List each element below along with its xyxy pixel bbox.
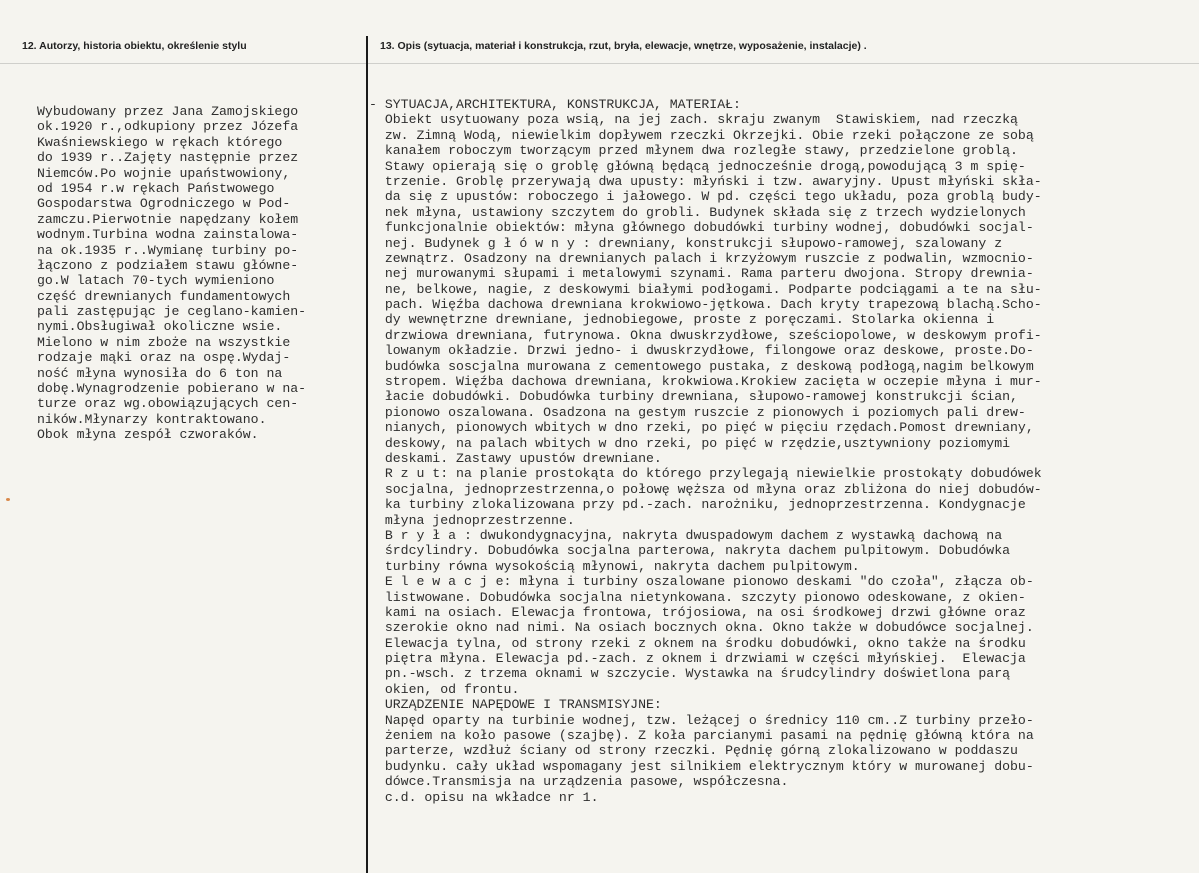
history-text-line: wodnym.Turbina wodna zainstalowa- xyxy=(37,227,299,243)
description-text-line: młyna jednoprzestrzenne. xyxy=(369,512,575,528)
description-text-line: dy wewnętrzne drewniane, jednobiegowe, proste z poręczami. Stolarka okienna i xyxy=(369,312,995,328)
description-text-line: budynku. cały układ wspomagany jest silnikiem elektrycznym który w murowanej dobu- xyxy=(369,758,1034,774)
description-text-line: szerokie okno nad nimi. Na osiach bocznych okna. Okno także w dobudówce socjalnej. xyxy=(369,620,1034,636)
history-text-line: na ok.1935 r..Wymianę turbiny po- xyxy=(37,242,299,258)
history-text-line: go.W latach 70-tych wymieniono xyxy=(37,273,275,289)
description-text-line: turbiny równa wysokością młynowi, nakryta dachem pulpitowym. xyxy=(369,558,860,574)
history-text-line: Mielono w nim zboże na wszystkie xyxy=(37,334,291,350)
description-text-line: nej murowanymi słupami i metalowymi szynami. Rama parteru dwojona. Stropy drewnia- xyxy=(369,266,1034,282)
description-text-line: URZĄDZENIE NAPĘDOWE I TRANSMISYJNE: xyxy=(369,697,662,713)
history-text-line: ok.1920 r.,odkupiony przez Józefa xyxy=(37,119,299,135)
history-text-line: zamczu.Pierwotnie napędzany kołem xyxy=(37,211,299,227)
history-text-line: część drewnianych fundamentowych xyxy=(37,288,291,304)
history-text-line: ników.Młynarzy kontraktowano. xyxy=(37,411,267,427)
description-text-line: lowanym okładzie. Drzwi jedno- i dwuskrzydłowe, filongowe oraz deskowe, proste.Do- xyxy=(369,343,1034,359)
description-text-line: dówce.Transmisja na urządzenia pasowe, współczesna. xyxy=(369,774,789,790)
history-text-line: Kwaśniewskiego w rękach którego xyxy=(37,134,283,150)
description-text-line: drzwiowa drewniana, futrynowa. Okna dwuskrzydłowe, sześciopolowe, w deskowym profi- xyxy=(369,327,1042,343)
description-text-line: funkcjonalnie obiektów: młyna głównego dobudówki turbiny wodnej, dobudówki socjal- xyxy=(369,220,1034,236)
description-text-line: nianych, pionowych wbitych w dno rzeki, po pięć w pięciu rzędach.Pomost drewniany, xyxy=(369,420,1034,436)
history-text-line: turze oraz wg.obowiązujących cen- xyxy=(37,396,299,412)
description-text-line: kanałem roboczym tworzącym przed młynem dwa rozległe stawy, przedzielone groblą. xyxy=(369,143,1018,159)
description-text-line: śrdcylindry. Dobudówka socjalna parterowa, nakryta dachem pulpitowym. Dobudówka xyxy=(369,543,1011,559)
history-text-line: Gospodarstwa Ogrodniczego w Pod- xyxy=(37,196,291,212)
description-text-line: c.d. opisu na wkładce nr 1. xyxy=(369,789,599,805)
history-text-line: ność młyna wynosiła do 6 ton na xyxy=(37,365,283,381)
description-text-line: E l e w a c j e: młyna i turbiny oszalowane pionowo deskami "do czoła", złącza ob- xyxy=(369,574,1034,590)
description-text-line: budówka soscjalna murowana z cementowego pustaka, z deskową podłogą,nagim belkowym xyxy=(369,358,1034,374)
description-text-line: Stawy opierają się o groblę główną będącą jednocześnie drogą,powodującą 3 m spię- xyxy=(369,158,1026,174)
description-text-line: pionowo oszalowana. Osadzona na gestym ruszcie z pionowych i poziomych pali drew- xyxy=(369,404,1026,420)
description-text-line: stropem. Więźba dachowa drewniana, krokwiowa.Krokiew zacięta w oczepie młyna i mur- xyxy=(369,374,1042,390)
description-text-line: deskowy, na palach wbitych w dno rzeki, po pięć w rzędzie,usztywniony poziomymi xyxy=(369,435,1011,451)
description-text-line: zewnątrz. Osadzony na drewnianych palach i krzyżowym ruszcie z podwalin, wzmocnio- xyxy=(369,250,1034,266)
description-text-line: R z u t: na planie prostokąta do którego przylegają niewielkie prostokąty dobudówek xyxy=(369,466,1042,482)
section-12-heading: 12. Autorzy, historia obiektu, określenie stylu xyxy=(22,40,247,52)
history-text-line: rodzaje mąki oraz na ospę.Wydaj- xyxy=(37,350,291,366)
description-text-line: ka turbiny zlokalizowana przy pd.-zach. narożniku, jednoprzestrzenna. Kondygnacje xyxy=(369,497,1026,513)
history-text-line: pali zastępując je ceglano-kamien- xyxy=(37,304,307,320)
description-text-line: okien, od frontu. xyxy=(369,681,520,697)
paper-speck xyxy=(6,498,10,501)
description-text-line: żeniem na koło pasowe (szajbę). Z koła parcianymi pasami na pędnię główną która na xyxy=(369,728,1034,744)
description-text-line: pn.-wsch. z trzema oknami w szczycie. Wystawka na śrudcylindry doświetlona parą xyxy=(369,666,1011,682)
description-text-line: nej. Budynek g ł ó w n y : drewniany, konstrukcji słupowo-ramowej, szalowany z xyxy=(369,235,1003,251)
history-text-line: dobę.Wynagrodzenie pobierano w na- xyxy=(37,381,307,397)
history-text-line: od 1954 r.w rękach Państwowego xyxy=(37,180,275,196)
column-divider xyxy=(366,36,368,873)
description-text-line: - SYTUACJA,ARCHITEKTURA, KONSTRUKCJA, MATERIAŁ: xyxy=(369,97,741,112)
description-text-line: B r y ł a : dwukondygnacyjna, nakryta dwuspadowym dachem z wystawką dachową na xyxy=(369,527,1003,543)
description-text-line: łacie dobudówki. Dobudówka turbiny drewniana, słupowo-ramowej konstrukcji ścian, xyxy=(369,389,1018,405)
description-text-line: da się z upustów: roboczego i jałowego. W pd. części tego układu, poza groblą budy- xyxy=(369,189,1042,205)
history-text-line: Obok młyna zespół czworaków. xyxy=(37,427,259,443)
section-13-heading: 13. Opis (sytuacja, materiał i konstrukcja, rzut, bryła, elewacje, wnętrze, wyposażenie, instalacje) . xyxy=(380,40,867,52)
history-column xyxy=(37,104,306,443)
description-text-line: Obiekt usytuowany poza wsią, na jej zach. skraju zwanym Stawiskiem, nad rzeczką xyxy=(369,112,1018,128)
description-text-line: Elewacja tylna, od strony rzeki z oknem na środku dobudówki, okno także na środku xyxy=(369,635,1026,651)
description-text-line: piętra młyna. Elewacja pd.-zach. z oknem i drzwiami w części młyńskiej. Elewacja xyxy=(369,651,1026,667)
history-text-line: nymi.Obsługiwał okoliczne wsie. xyxy=(37,319,283,335)
history-text-line: łączono z podziałem stawu główne- xyxy=(37,257,299,273)
history-text-line: do 1939 r..Zajęty następnie przez xyxy=(37,150,299,166)
description-text-line: socjalna, jednoprzestrzenna,o połowę węższa od młyna oraz zbliżona do niej dobudów- xyxy=(369,481,1042,497)
description-text-line: Napęd oparty na turbinie wodnej, tzw. leżącej o średnicy 110 cm..Z turbiny przeło- xyxy=(369,712,1034,728)
history-text-line: Wybudowany przez Jana Zamojskiego xyxy=(37,104,299,119)
description-text-line: nek młyna, ustawiony szczytem do grobli. Budynek składa się z trzech wydzielonych xyxy=(369,204,1026,220)
header-rule xyxy=(0,63,1199,64)
description-text-line: kami na osiach. Elewacja frontowa, trójosiowa, na osi środkowej drzwi główne oraz xyxy=(369,604,1026,620)
description-text-line: parterze, wzdłuż ściany od strony rzeczki. Pędnię górną zlokalizowano w poddaszu xyxy=(369,743,1018,759)
description-text-line: ne, belkowe, nagie, z deskowymi białymi podłogami. Podparte podciągami a te na słu- xyxy=(369,281,1042,297)
description-text-line: trzenie. Groblę przerywają dwa upusty: młyński i tzw. awaryjny. Upust młyński skła- xyxy=(369,173,1042,189)
history-text-line: Niemców.Po wojnie upaństwowiony, xyxy=(37,165,291,181)
description-column xyxy=(369,97,1042,805)
description-text-line: zw. Zimną Wodą, niewielkim dopływem rzeczki Okrzejki. Obie rzeki połączone ze sobą xyxy=(369,127,1034,143)
description-text-line: listwowane. Dobudówka socjalna nietynkowana. szczyty pionowo odeskowane, z okien- xyxy=(369,589,1026,605)
description-text-line: pach. Więźba dachowa drewniana krokwiowo-jętkowa. Dach kryty trapezową blachą.Scho- xyxy=(369,297,1042,313)
description-text-line: deskami. Zastawy upustów drewniane. xyxy=(369,450,662,466)
